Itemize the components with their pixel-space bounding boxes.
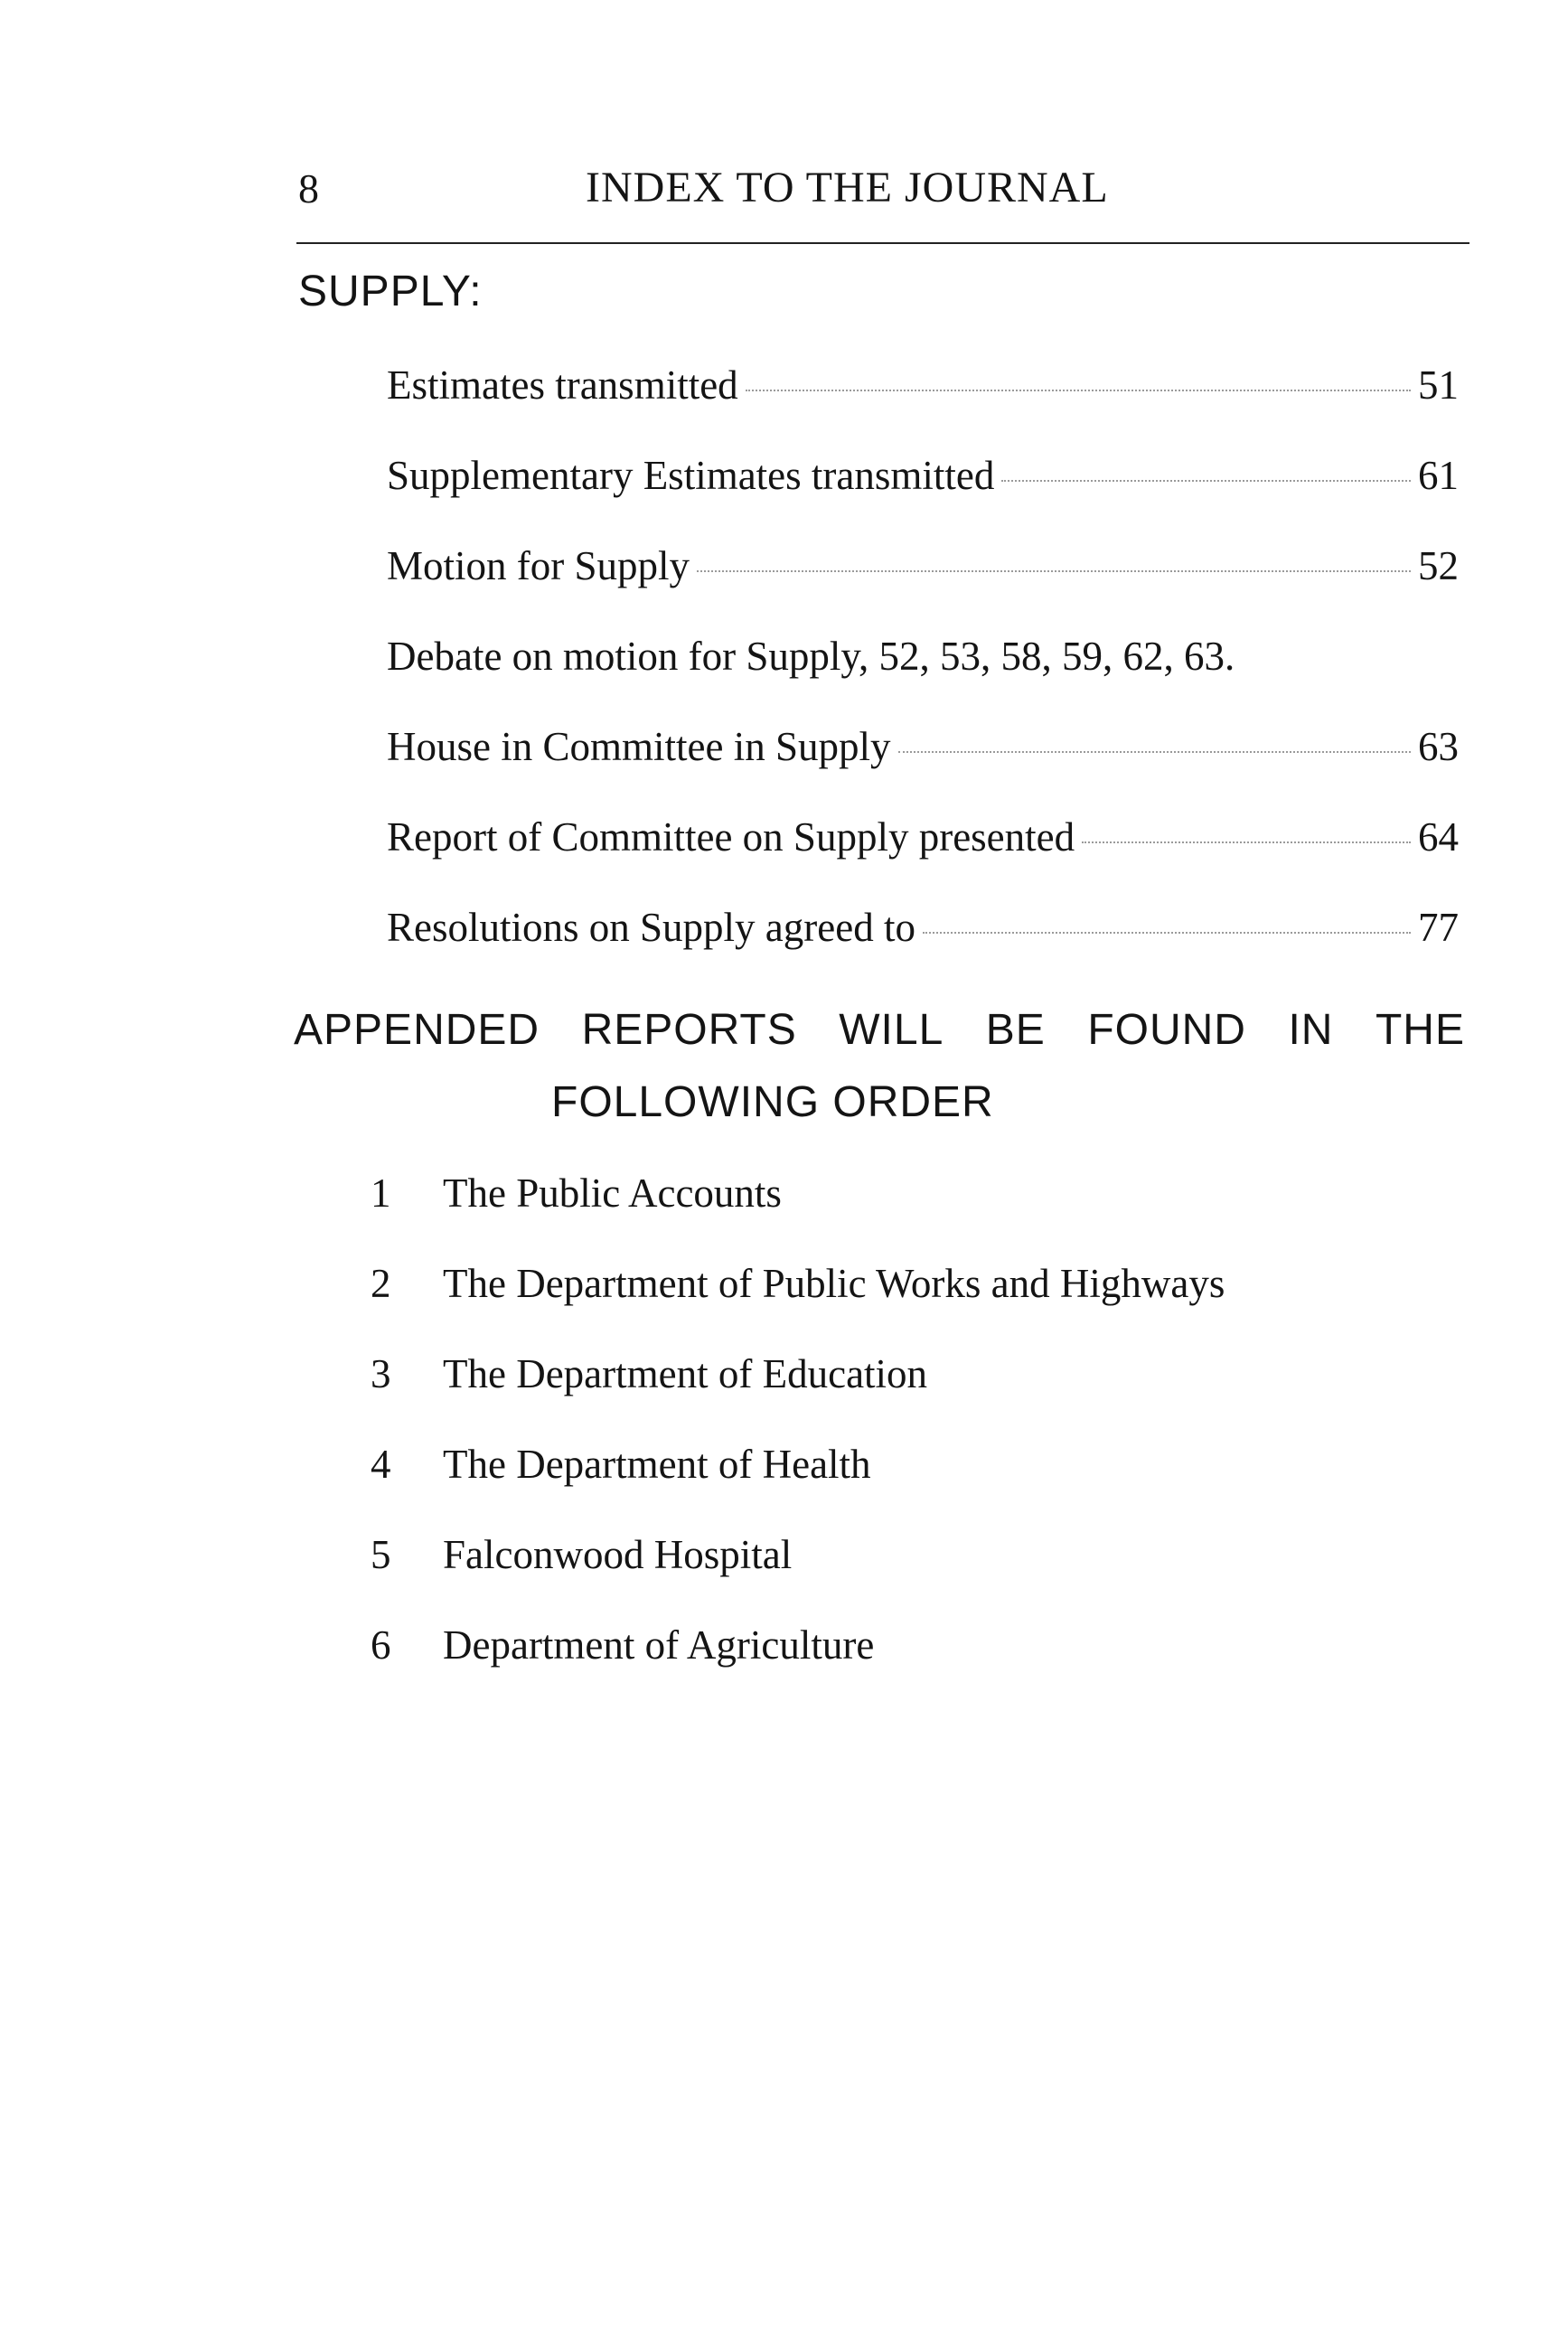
order-number: 1: [371, 1170, 391, 1216]
heading-word: BE: [985, 1006, 1046, 1054]
entry-text: Motion for Supply: [387, 543, 690, 588]
heading-word: THE: [1375, 1006, 1465, 1054]
entry-page-ref: 63: [1418, 724, 1459, 769]
index-entry: [387, 904, 1459, 951]
dot-leader: [898, 751, 1412, 753]
order-text: The Department of Education: [443, 1351, 928, 1396]
index-entry: [387, 362, 1459, 409]
index-entry: [387, 723, 1459, 770]
entry-text: Supplementary Estimates transmitted: [387, 453, 995, 498]
entry-text: Debate on motion for Supply, 52, 53, 58, 59, 62, 63.: [387, 634, 1235, 679]
heading-word: APPENDED: [294, 1006, 540, 1054]
entry-page-ref: 64: [1418, 814, 1459, 860]
entry-page-ref: 77: [1418, 905, 1459, 950]
entry-text: House in Committee in Supply: [387, 724, 891, 769]
entry-text: Resolutions on Supply agreed to: [387, 905, 915, 950]
index-entry: [387, 542, 1459, 589]
page-number: 8: [298, 165, 319, 212]
heading-word: IN: [1288, 1006, 1334, 1054]
heading-word: REPORTS: [581, 1006, 797, 1054]
order-number: 5: [371, 1532, 391, 1577]
dot-leader: [1001, 480, 1411, 482]
index-entry: [387, 452, 1459, 499]
order-text: Falconwood Hospital: [443, 1532, 793, 1577]
index-entry: [387, 633, 1459, 680]
appended-reports-heading-line2: FOLLOWING ORDER: [551, 1078, 994, 1126]
order-list-item: [371, 1622, 874, 1668]
order-list-item: [371, 1260, 1225, 1307]
section-heading-supply: SUPPLY:: [298, 268, 483, 315]
order-list-item: [371, 1441, 871, 1488]
header-rule: [296, 242, 1469, 244]
running-head: INDEX TO THE JOURNAL: [586, 164, 1109, 212]
order-number: 6: [371, 1622, 391, 1668]
dot-leader: [923, 932, 1411, 934]
order-text: The Public Accounts: [443, 1170, 782, 1216]
order-number: 2: [371, 1261, 391, 1306]
order-list-item: [371, 1350, 927, 1397]
entry-text: Estimates transmitted: [387, 362, 738, 408]
order-text: The Department of Public Works and Highways: [443, 1261, 1225, 1306]
dot-leader: [746, 390, 1411, 391]
entry-page-ref: 52: [1418, 543, 1459, 588]
entry-text: Report of Committee on Supply presented: [387, 814, 1075, 860]
entry-page-ref: 61: [1418, 453, 1459, 498]
heading-word: WILL: [839, 1006, 944, 1054]
order-number: 4: [371, 1442, 391, 1487]
order-text: Department of Agriculture: [443, 1622, 875, 1668]
order-text: The Department of Health: [443, 1442, 871, 1487]
dot-leader: [697, 570, 1411, 572]
dot-leader: [1082, 841, 1411, 843]
order-list-item: [371, 1170, 782, 1217]
heading-word: FOUND: [1087, 1006, 1246, 1054]
order-number: 3: [371, 1351, 391, 1396]
index-entry: [387, 813, 1459, 860]
appended-reports-heading: [294, 1005, 1465, 1055]
entry-page-ref: 51: [1418, 362, 1459, 408]
order-list-item: [371, 1531, 792, 1578]
